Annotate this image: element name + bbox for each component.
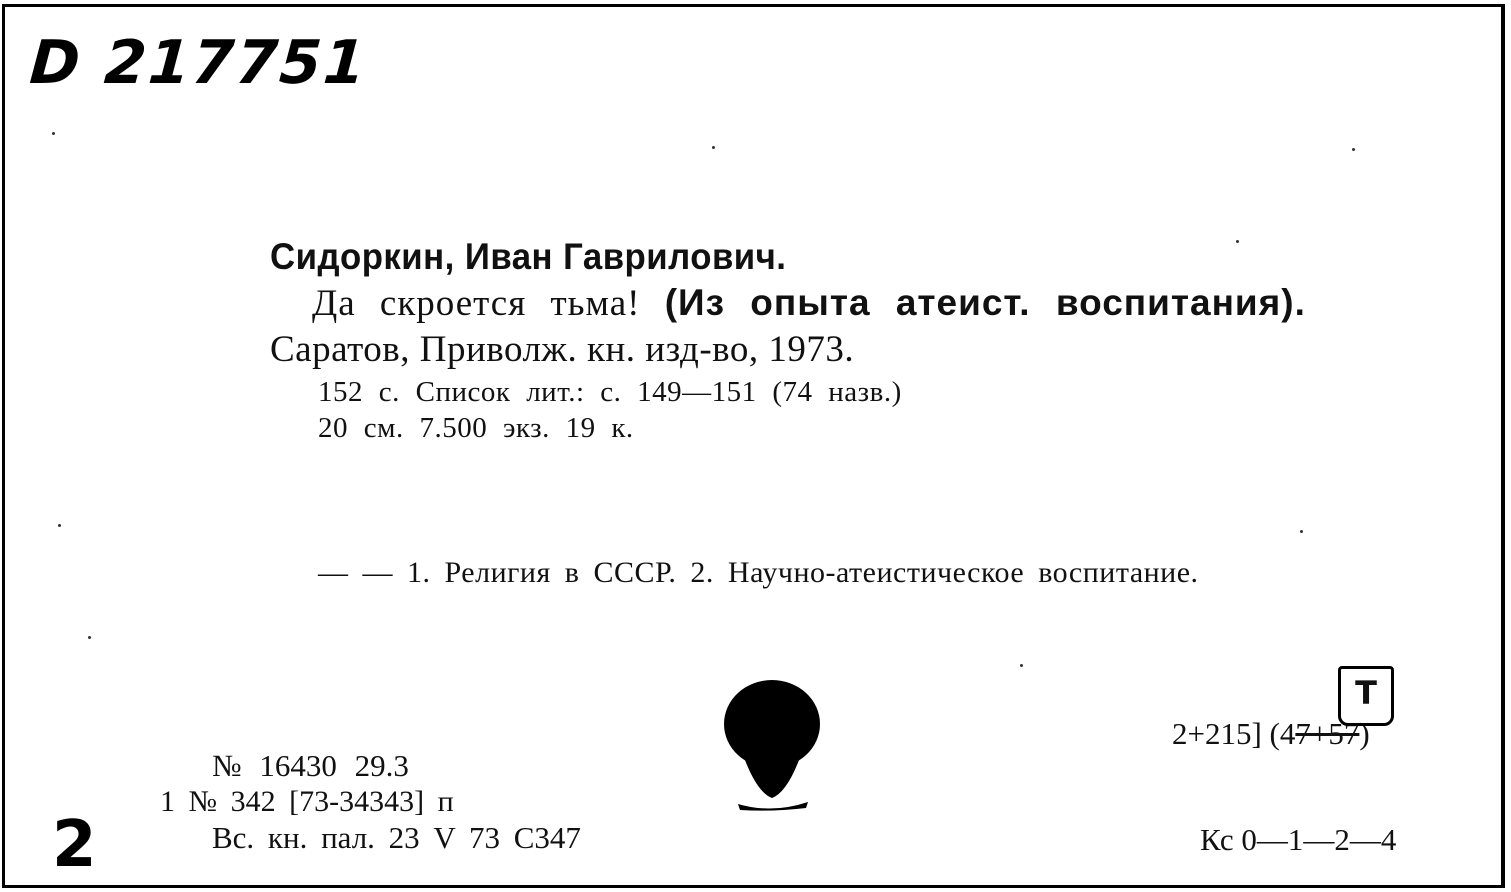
dust-speck [1236,240,1239,243]
dust-speck [88,636,91,639]
subject-headings: — — 1. Религия в СССР. 2. Научно-атеистическое воспитание. [318,556,1199,589]
corner-handwritten-mark: 2 [52,808,97,882]
classification-close: ) [1359,716,1370,751]
kc-code: Кс 0—1—2—4 [1200,822,1397,857]
classification-main: 2+215] (4 [1172,716,1296,751]
imprint: Саратов, Приволж. кн. изд-во, 1973. [270,329,855,370]
ink-blot-stamp [722,680,832,812]
boxed-letter-mark: Т [1338,666,1394,726]
dust-speck [58,524,61,527]
classification-struck: 7+57 [1295,716,1360,751]
dust-speck [52,132,55,135]
dust-speck [712,146,715,149]
title-subtitle: (Из опыта атеист. воспитания). [664,282,1306,323]
letopis-reference: Вс. кн. пал. 23 V 73 С347 [212,820,581,855]
author-heading: Сидоркин, Иван Гаврилович. [270,236,787,277]
title-statement [312,282,1306,325]
registration-number: № 16430 29.3 [212,748,409,783]
dust-speck [1020,664,1023,667]
title-main: Да скроется тьма! [312,283,641,324]
size-and-price: 20 см. 7.500 экз. 19 к. [318,412,634,444]
accession-number: D 217751 [27,28,370,98]
collation: 152 с. Список лит.: с. 149—151 (74 назв.) [318,376,902,408]
dust-speck [1300,530,1303,533]
book-chamber-number: 1 № 342 [73-34343] п [160,785,454,818]
dust-speck [1352,148,1355,151]
